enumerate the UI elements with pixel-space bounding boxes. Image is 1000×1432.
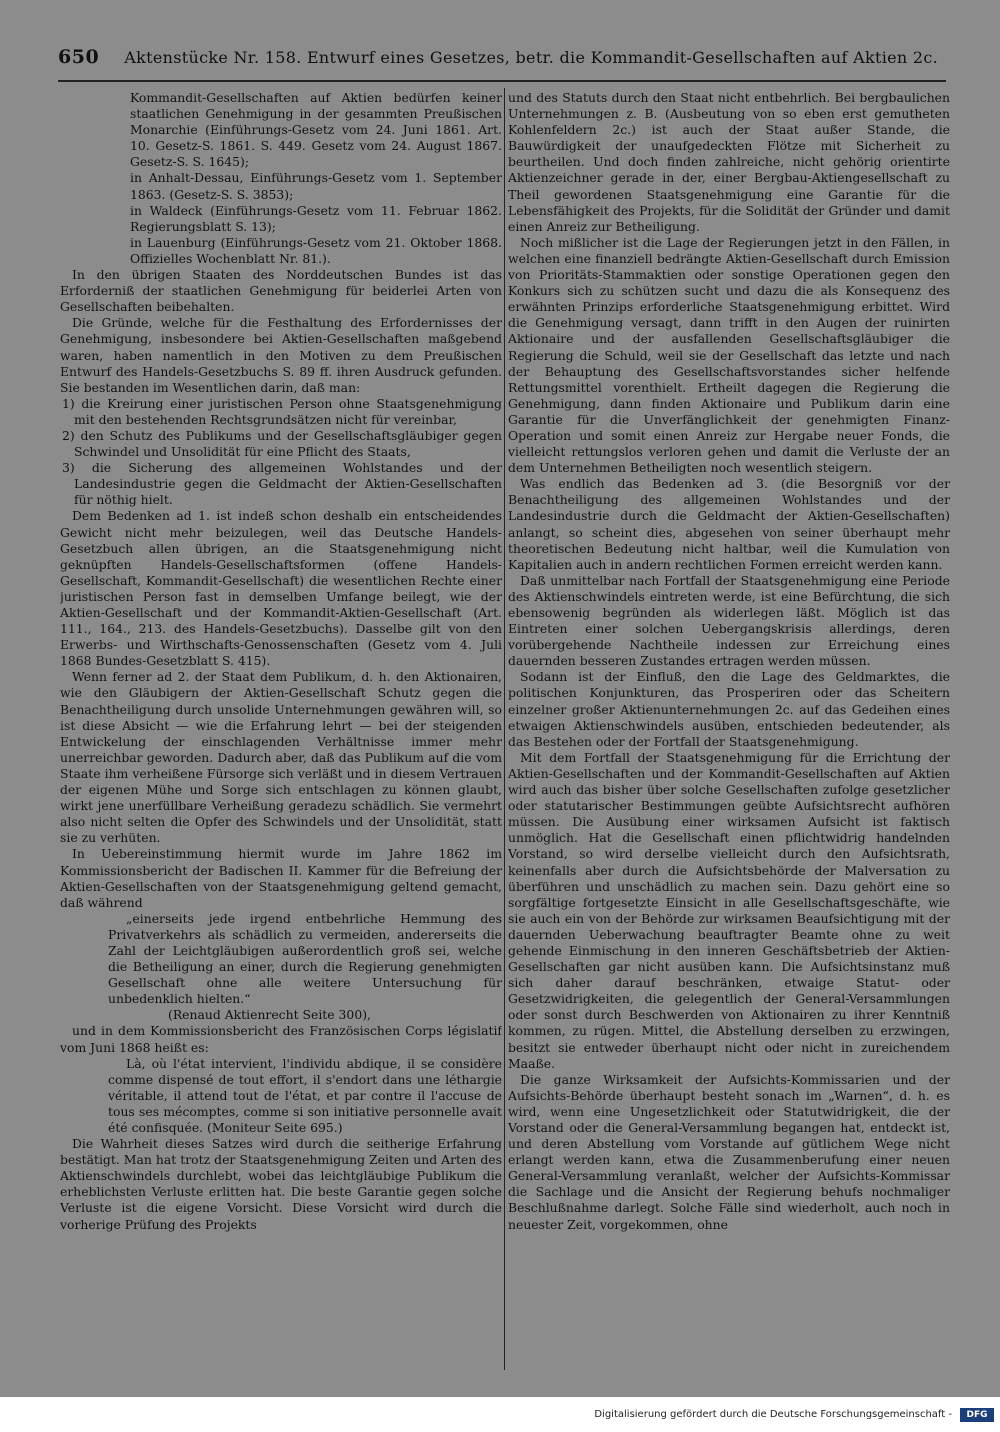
paragraph: In Uebereinstimmung hiermit wurde im Jahre 1862 im Kommissionsbericht der Badischen II. Kammer für die Befreiung der Aktien-Gesellschaften von der Staatsgenehmigung geltend gemacht, daß während — [60, 846, 502, 910]
running-title: Aktenstücke Nr. 158. Entwurf eines Gesetzes, betr. die Kommandit-Gesellschaften auf Aktien 2c. — [124, 48, 938, 67]
paragraph: In den übrigen Staaten des Norddeutschen Bundes ist das Erforderniß der staatlichen Genehmigung für beiderlei Arten von Gesellschaften beibehalten. — [60, 267, 502, 315]
header-rule — [58, 80, 946, 82]
dfg-logo: DFG — [960, 1408, 994, 1422]
list-item: 3) die Sicherung des allgemeinen Wohlstandes und der Landesindustrie gegen die Geldmacht der Aktien-Gesellschaften für nöthig hielt. — [62, 460, 502, 508]
paragraph: Die ganze Wirksamkeit der Aufsichts-Kommissarien und der Aufsichts-Behörde überhaupt besteht sonach im „Warnen“, d. h. es wird, wenn eine Ungesetzlichkeit oder Statutwidrigkeit, die der Vorstand oder die General-Versammlung begangen hat, entdeckt ist, und deren Abstellung vom Vorstande auf gütlichem Wege nicht erlangt werden kann, etwa die Zusammenberufung einer neuen General-Versammlung veranlaßt, welcher der Aufsichts-Kommissar die Sachlage und die Ansicht der Regierung behufs nochmaliger Beschlußnahme darlegt. Solche Fälle sind wiederholt, auch noch in neuester Zeit, vorgekommen, ohne — [508, 1071, 950, 1232]
funding-note: Digitalisierung gefördert durch die Deutsche Forschungsgemeinschaft - — [594, 1409, 952, 1420]
paragraph: und des Statuts durch den Staat nicht entbehrlich. Bei bergbaulichen Unternehmungen z. B. (Ausbeutung von so eben erst gemutheten Kohlenfeldern 2c.) ist auch der Staat außer Stande, die Bauwürdigkeit der unaufgedeckten Flötze mit Sicherheit zu beurtheilen. Und doch finden zahlreiche, nicht gehörig orientirte Aktienzeichner gerade in der, einer Bergbau-Aktiengesellschaft zu Theil gewordenen Staatsgenehmigung eine Garantie für die Lebensfähigkeit des Projekts, für die Solidität der Gründer und damit einen Anreiz zur Betheiligung. — [508, 90, 950, 234]
citation: (Renaud Aktienrecht Seite 300), — [168, 1007, 371, 1023]
block-quote-french: Là, où l'état intervient, l'individu abdique, il se considère comme dispensé de tout effort, il s'endort dans une léthargie véritable, il attend tout de l'état, et par contre il l'accuse de tous ses mécomptes, comme si son initiative personnelle avait été confisquée. (Moniteur Seite 695.) — [108, 1055, 502, 1135]
paragraph: Dem Bedenken ad 1. ist indeß schon deshalb ein entscheidendes Gewicht nicht mehr beizulegen, weil das Deutsche Handels-Gesetzbuch allen übrigen, an die Staatsgenehmigung nicht geknüpften Handels-Gesellschaftsformen (offene Handels-Gesellschaft, Kommandit-Gesellschaft) die wesentlichen Rechte einer juristischen Person fast in demselben Umfange beilegt, wie der Aktien-Gesellschaft und der Kommandit-Aktien-Gesellschaft (Art. 111., 164., 213. des Handels-Gesetzbuchs). Dasselbe gilt von den Erwerbs- und Wirthschafts-Genossenschaften (Gesetz vom 4. Juli 1868 Bundes-Gesetzblatt S. 415). — [60, 508, 502, 669]
paragraph: in Waldeck (Einführungs-Gesetz vom 11. Februar 1862. Regierungsblatt S. 13); — [130, 202, 502, 234]
block-quote: „einerseits jede irgend entbehrliche Hemmung des Privatverkehrs als schädlich zu vermeiden, andererseits die Zahl der Leichtgläubigen außerordentlich groß sei, welche die Betheiligung an einer, durch die Regierung genehmigten Gesellschaft ohne alle weitere Untersuchung für unbedenklich hielten.“ — [108, 910, 502, 1007]
list-item: 1) die Kreirung einer juristischen Person ohne Staatsgenehmigung mit den bestehenden Rechtsgrundsätzen nicht für vereinbar, — [62, 395, 502, 427]
paragraph: und in dem Kommissionsbericht des Französischen Corps législatif vom Juni 1868 heißt es: — [60, 1023, 502, 1055]
paragraph: Die Wahrheit dieses Satzes wird durch die seitherige Erfahrung bestätigt. Man hat trotz der Staatsgenehmigung Zeiten und Arten des Aktienschwindels durchlebt, wobei das leichtgläubige Publikum die erheblichsten Verluste erlitten hat. Die beste Garantie gegen solche Verluste ist die eigene Vorsicht. Diese Vorsicht wird durch die vorherige Prüfung des Projekts — [60, 1136, 502, 1232]
paragraph: Was endlich das Bedenken ad 3. (die Besorgniß vor der Benachtheiligung des allgemeinen Wohlstandes und der Landesindustrie durch die Geldmacht der Aktien-Gesellschaften) anlangt, so scheint dies, abgesehen von seiner überhaupt mehr theoretischen Bedeutung nicht haltbar, weil die Kumulation von Kapitalien auch in andern rechtlichen Formen erreicht werden kann. — [508, 476, 950, 572]
left-column — [60, 90, 502, 1370]
footer — [0, 1397, 1000, 1432]
column-rule — [504, 88, 505, 1370]
right-column — [508, 90, 950, 1370]
paragraph: Mit dem Fortfall der Staatsgenehmigung für die Errichtung der Aktien-Gesellschaften und der Kommandit-Gesellschaften auf Aktien wird auch das bisher über solche Gesellschaften zufolge gesetzlicher oder statutarischer Bestimmungen geübte Aufsichtsrecht aufhören müssen. Die Ausübung einer wirksamen Aufsicht ist faktisch unmöglich. Hat die Gesellschaft einen pflichtwidrig handelnden Vorstand, so wird derselbe vielleicht durch den Aufsichtsrath, keinenfalls aber durch die Aufsichtsbehörde der Malversation zu überführen und unschädlich zu machen sein. Dazu gehört eine so sorgfältige fortgesetzte Einsicht in alle Gesellschaftsgeschäfte, wie sie auch ein von der Behörde zur wirksamen Beaufsichtigung mit der dauernden Ueberwachung beauftragter Beamte ohne zu weit gehende Einmischung in den inneren Geschäftsbetrieb der Aktien-Gesellschaften gar nicht ausüben kann. Die Aufsichtsinstanz muß sich daher darauf beschränken, etwaige Statut- oder Gesetzwidrigkeiten, die gelegentlich der General-Versammlungen oder sonst durch Beschwerden von Aktionairen zu ihrer Kenntniß kommen, zu rügen. Mittel, die Abstellung derselben zu erzwingen, besitzt sie entweder überhaupt nicht oder nicht in zureichendem Maaße. — [508, 749, 950, 1071]
paragraph: Kommandit-Gesellschaften auf Aktien bedürfen keiner staatlichen Genehmigung in der gesammten Preußischen Monarchie (Einführungs-Gesetz vom 24. Juni 1861. Art. 10. Gesetz-S. 1861. S. 449. Gesetz vom 24. August 1867. Gesetz-S. S. 1645); — [130, 90, 502, 170]
page-number: 650 — [58, 46, 100, 68]
paragraph: in Anhalt-Dessau, Einführungs-Gesetz vom 1. September 1863. (Gesetz-S. S. 3853); — [130, 170, 502, 202]
paragraph: Daß unmittelbar nach Fortfall der Staatsgenehmigung eine Periode des Aktienschwindels eintreten werde, ist eine Befürchtung, die sich ebensowenig begründen als widerlegen läßt. Möglich ist das Eintreten einer solchen Uebergangskrisis allerdings, deren vorübergehende Nachtheile indessen zur Erreichung eines dauernden besseren Zustandes ertragen werden müssen. — [508, 572, 950, 669]
list-item: 2) den Schutz des Publikums und der Gesellschaftsgläubiger gegen Schwindel und Unsolidität für eine Pflicht des Staats, — [62, 427, 502, 460]
paragraph: in Lauenburg (Einführungs-Gesetz vom 21. Oktober 1868. Offizielles Wochenblatt Nr. 81.). — [130, 234, 502, 266]
paragraph: Wenn ferner ad 2. der Staat dem Publikum, d. h. den Aktionairen, wie den Gläubigern der Aktien-Gesellschaft Schutz gegen die Benachtheiligung durch unsolide Unternehmungen gewähren will, so ist diese Absicht — wie die Erfahrung lehrt — bei der steigenden Entwickelung der einschlagenden Verhältnisse immer mehr unerreichbar geworden. Dadurch aber, daß das Publikum auf die vom Staate ihm verheißene Fürsorge sich verläßt und in diesem Vertrauen der eigenen Mühe und Sorge sich entschlagen zu können glaubt, wirkt jene unerfüllbare Verheißung geradezu schädlich. Sie vermehrt also nicht selten die Opfer des Schwindels und der Unsolidität, statt sie zu verhüten. — [60, 669, 502, 846]
paragraph: Noch mißlicher ist die Lage der Regierungen jetzt in den Fällen, in welchen eine finanziell bedrängte Aktien-Gesellschaft durch Emission von Prioritäts-Stammaktien oder sonstige Operationen gegen den Konkurs sich zu schützen sucht und dazu die als Konsequenz des erwähnten Prinzips erforderliche Staatsgenehmigung erbittet. Wird die Genehmigung versagt, dann trifft in den Augen der ruinirten Aktionaire und der ausfallenden Gesellschaftsgläubiger die Regierung die Schuld, weil sie der Gesellschaft das letzte und nach der Behauptung des Gesellschaftsvorstandes sicher helfende Rettungsmittel vorenthielt. Ertheilt dagegen die Regierung die Genehmigung, dann finden Aktionaire und Publikum darin eine Garantie für die Unverfänglichkeit der genehmigten Finanz-Operation und somit einen Anreiz zur Hergabe neuer Fonds, die vielleicht rettungslos verloren gehen und damit die Verluste der an dem Unternehmen Betheiligten noch wesentlich steigern. — [508, 234, 950, 476]
page-header — [58, 46, 938, 76]
paragraph: Die Gründe, welche für die Festhaltung des Erfordernisses der Genehmigung, insbesondere bei Aktien-Gesellschaften maßgebend waren, haben namentlich in den Motiven zu dem Preußischen Entwurf des Handels-Gesetzbuchs S. 89 ff. ihren Ausdruck gefunden. Sie bestanden im Wesentlichen darin, daß man: — [60, 315, 502, 395]
paragraph: Sodann ist der Einfluß, den die Lage des Geldmarktes, die politischen Konjunkturen, das Prosperiren oder das Scheitern einzelner großer Aktienunternehmungen 2c. auf das Gedeihen eines etwaigen Aktienschwindels ausüben, entschieden bedeutender, als das Bestehen oder der Fortfall der Staatsgenehmigung. — [508, 669, 950, 749]
